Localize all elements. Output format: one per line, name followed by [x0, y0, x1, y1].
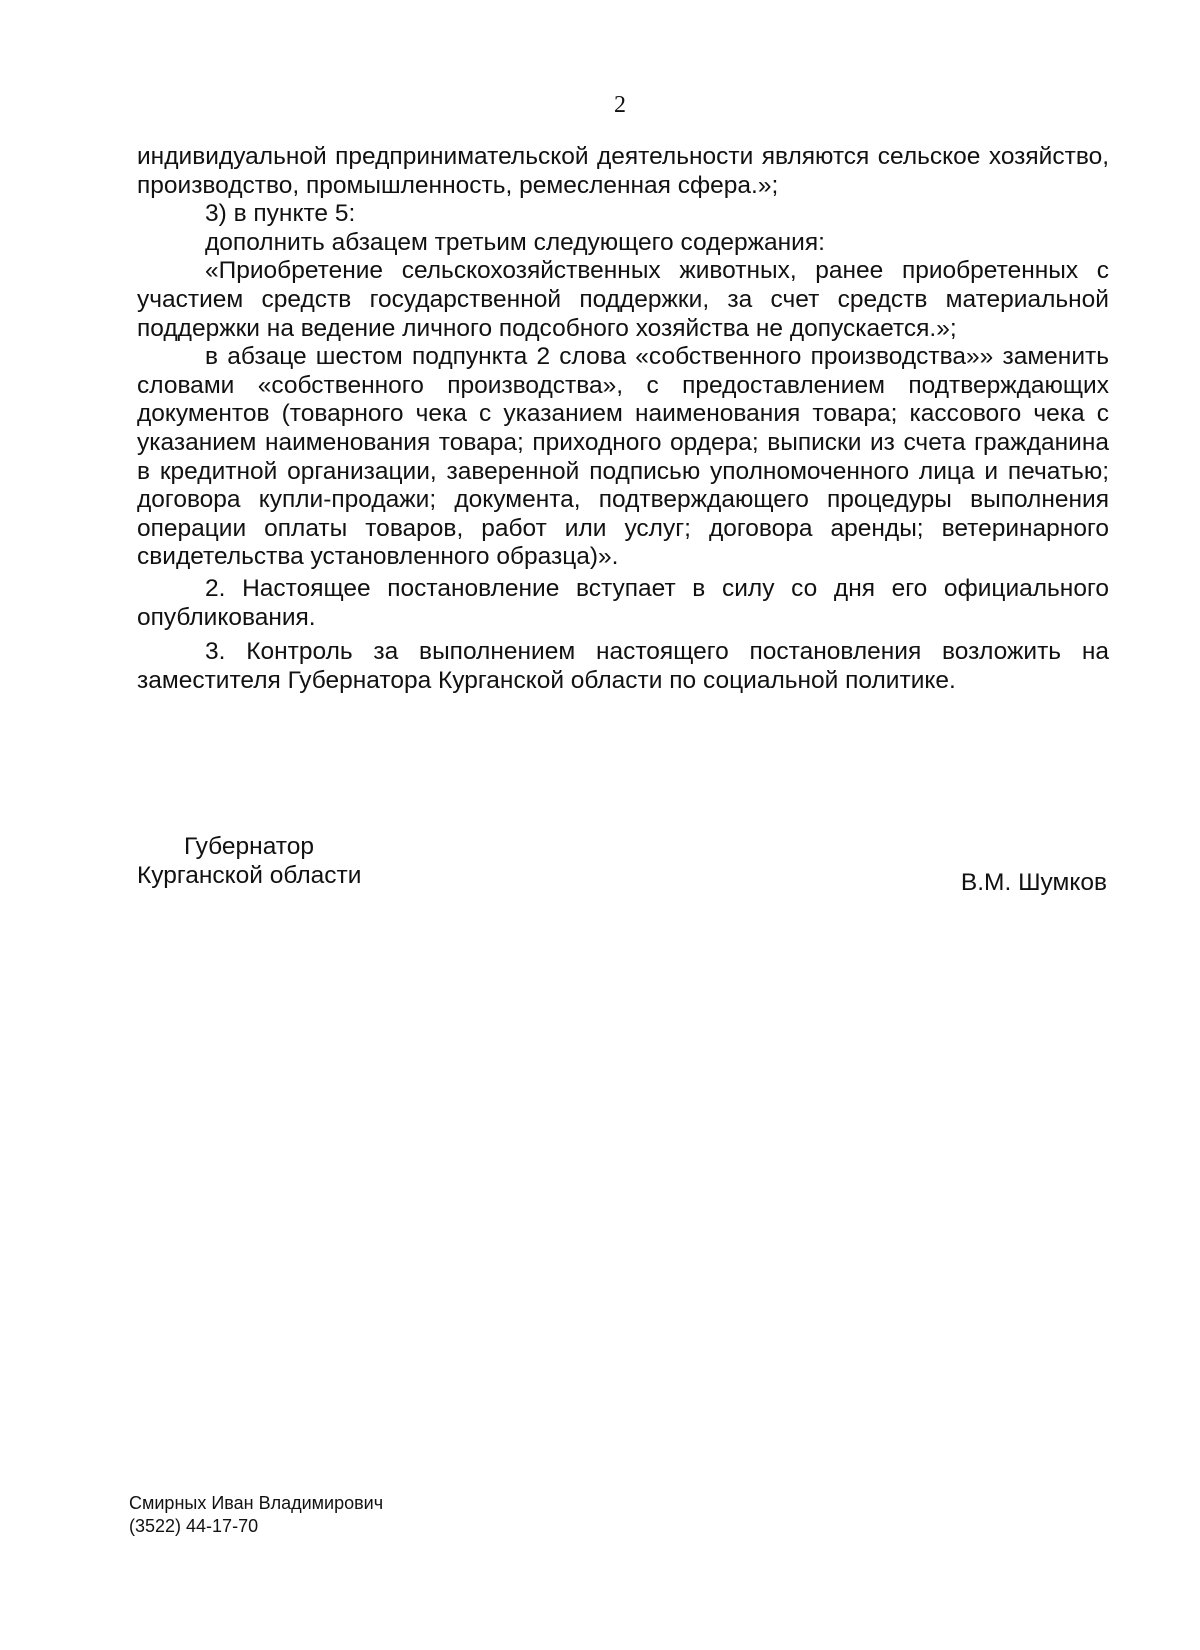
signature-block: [137, 832, 1109, 896]
paragraph-item-3: 3) в пункте 5:: [205, 200, 356, 228]
paragraph-replace-words: в абзаце шестом подпункта 2 слова «собственного производства»» заменить словами «собственного производства», с предоставлением подтверждающих документов (товарного чека с указанием наименования товара; кассового чека с указанием наименования товара; приходного ордера; выписки из счета гражданина в кредитной организации, заверенной подписью уполномоченного лица и печатью; договора купли-продажи; документа, подтверждающего процедуры выполнения операции оплаты товаров, работ или услуг; договора аренды; ветеринарного свидетельства установленного образца)».: [137, 343, 1109, 571]
paragraph-add-clause: дополнить абзацем третьим следующего содержания:: [205, 228, 825, 256]
page-number: 2: [614, 92, 626, 118]
signer-name: В.М. Шумков: [960, 869, 1107, 896]
executor-phone: (3522) 44-17-70: [129, 1516, 259, 1536]
paragraph-continuation: индивидуальной предпринимательской деятельности являются сельское хозяйство, производство, промышленность, ремесленная сфера.»;: [137, 143, 1109, 199]
paragraph-effective-date: 2. Настоящее постановление вступает в силу со дня его официального опубликования.: [137, 574, 1109, 631]
executor-info: [129, 1492, 383, 1538]
document-body: [137, 143, 1109, 695]
paragraph-control: 3. Контроль за выполнением настоящего постановления возложить на заместителя Губернатора Курганской области по социальной политике.: [137, 638, 1109, 694]
signer-title: Губернатор: [184, 833, 314, 860]
executor-name: Смирных Иван Владимирович: [129, 1493, 384, 1513]
signer-region: Курганской области: [137, 862, 362, 889]
paragraph-quoted-clause: «Приобретение сельскохозяйственных животных, ранее приобретенных с участием средств государственной поддержки, за счет средств материальной поддержки на ведение личного подсобного хозяйства не допускается.»;: [137, 257, 1109, 342]
